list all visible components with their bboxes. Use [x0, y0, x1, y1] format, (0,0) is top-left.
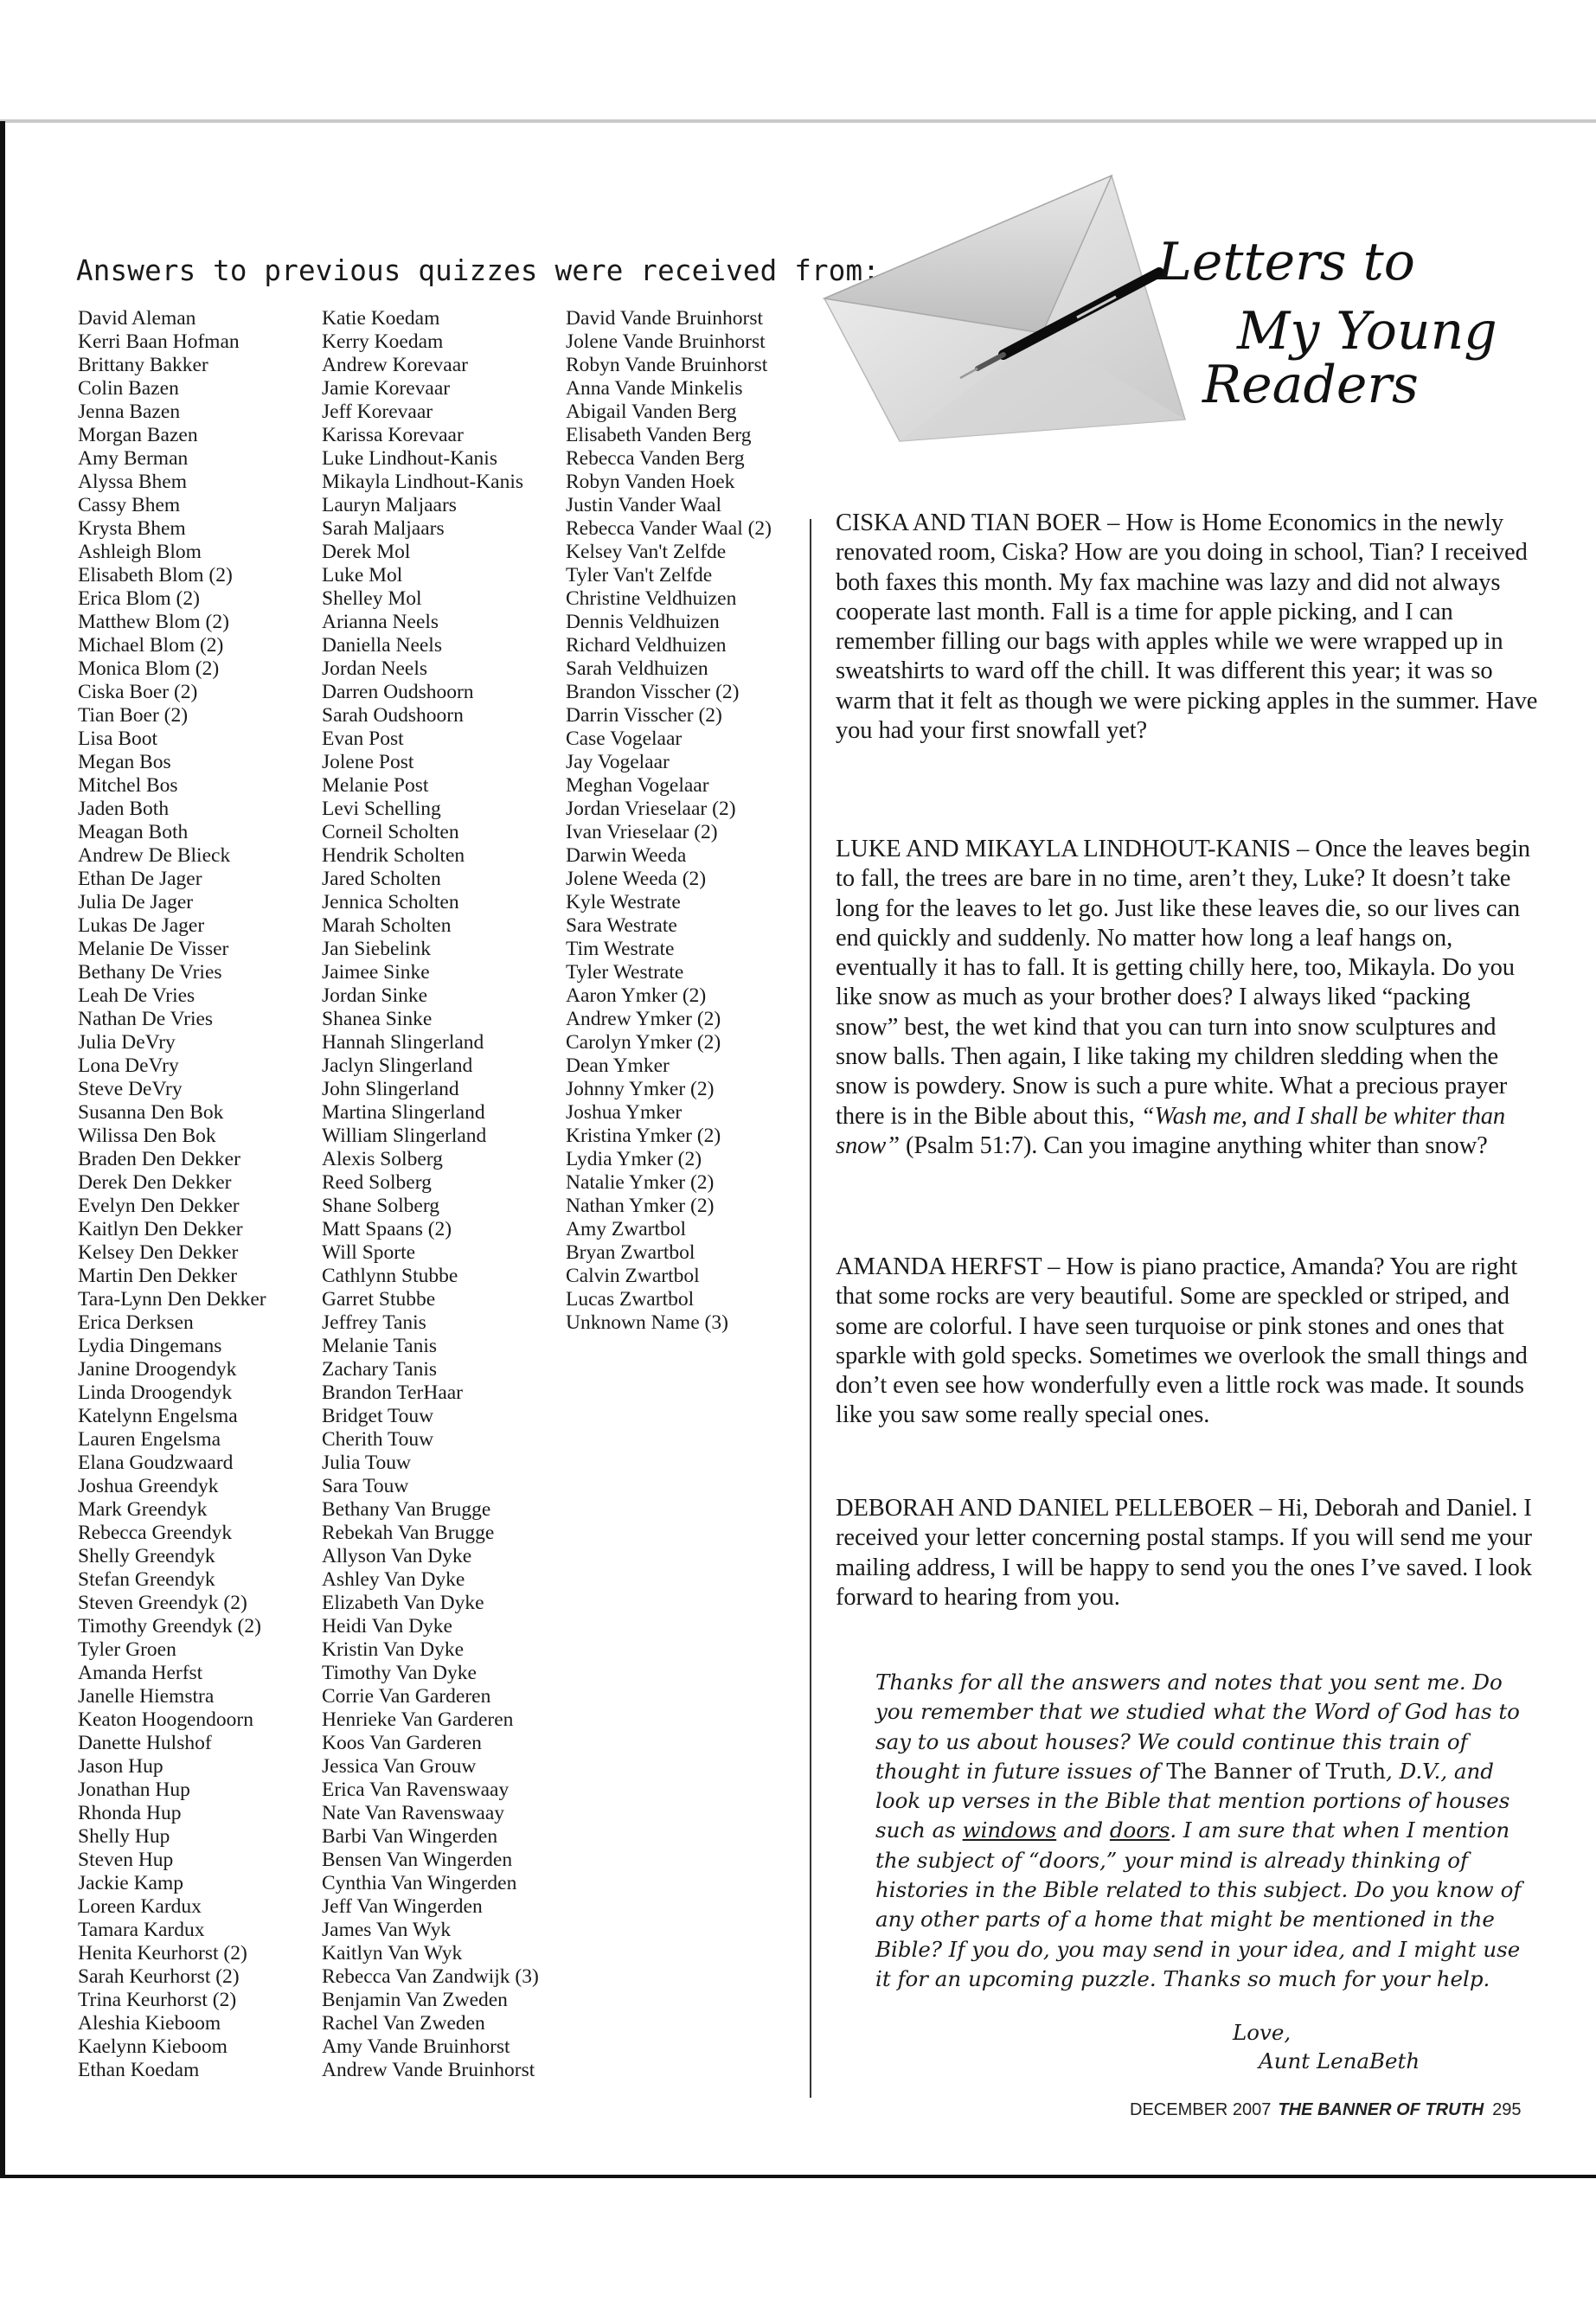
name-entry: Kaitlyn Den Dekker: [78, 1218, 243, 1240]
letter-recipient: CISKA AND TIAN BOER: [836, 510, 1102, 536]
name-entry: Aleshia Kieboom: [78, 2012, 221, 2035]
name-entry: Ashley Van Dyke: [322, 1568, 465, 1591]
letter-boer: [836, 509, 1538, 746]
name-entry: Nathan De Vries: [78, 1008, 214, 1030]
name-entry: Lauren Engelsma: [78, 1428, 221, 1451]
name-entry: Sara Westrate: [566, 914, 677, 937]
letter-herfst: [836, 1253, 1538, 1431]
name-entry: Brittany Bakker: [78, 354, 208, 376]
name-entry: Alyssa Bhem: [78, 471, 187, 493]
name-entry: Janine Droogendyk: [78, 1358, 237, 1381]
name-entry: Jan Siebelink: [322, 938, 431, 960]
name-entry: Benjamin Van Zweden: [322, 1989, 508, 2011]
name-entry: Derek Den Dekker: [78, 1171, 232, 1194]
name-entry: Martina Slingerland: [322, 1101, 485, 1124]
names-column-2: [322, 307, 555, 2082]
name-entry: Andrew Vande Bruinhorst: [322, 2059, 535, 2081]
name-entry: Sarah Veldhuizen: [566, 657, 708, 680]
name-entry: Rebecca Vanden Berg: [566, 447, 745, 470]
name-entry: Hannah Slingerland: [322, 1031, 484, 1054]
name-entry: Jackie Kamp: [78, 1872, 184, 1894]
name-entry: Jaimee Sinke: [322, 961, 430, 984]
name-entry: Reed Solberg: [322, 1171, 432, 1194]
name-entry: Will Sporte: [322, 1241, 416, 1264]
name-entry: Tyler Westrate: [566, 961, 684, 984]
name-entry: Ashleigh Blom: [78, 541, 202, 563]
name-entry: Meagan Both: [78, 821, 189, 843]
name-entry: Loreen Kardux: [78, 1895, 202, 1918]
name-entry: Melanie De Visser: [78, 938, 229, 960]
name-entry: Luke Lindhout-Kanis: [322, 447, 497, 470]
name-entry: Jessica Van Grouw: [322, 1755, 477, 1778]
name-entry: Cassy Bhem: [78, 494, 181, 516]
name-entry: Evelyn Den Dekker: [78, 1195, 240, 1217]
name-entry: Anna Vande Minkelis: [566, 377, 743, 400]
name-entry: Heidi Van Dyke: [322, 1615, 452, 1638]
name-entry: Christine Veldhuizen: [566, 587, 737, 610]
name-entry: Andrew Ymker (2): [566, 1008, 721, 1030]
name-entry: Corneil Scholten: [322, 821, 459, 843]
name-entry: Marah Scholten: [322, 914, 452, 937]
name-entry: Rebecca Van Zandwijk (3): [322, 1965, 539, 1988]
name-entry: Lydia Ymker (2): [566, 1148, 702, 1170]
name-entry: Richard Veldhuizen: [566, 634, 727, 657]
name-entry: Calvin Zwartbol: [566, 1265, 700, 1287]
name-entry: Dean Ymker: [566, 1054, 670, 1077]
name-entry: Jenna Bazen: [78, 401, 181, 423]
name-entry: Bridget Touw: [322, 1405, 434, 1427]
name-entry: Levi Schelling: [322, 798, 441, 820]
closing-note: [875, 1668, 1542, 1994]
name-entry: Rebekah Van Brugge: [322, 1522, 495, 1544]
name-entry: Jared Scholten: [322, 868, 441, 890]
name-entry: Jolene Post: [322, 751, 414, 773]
name-entry: Daniella Neels: [322, 634, 442, 657]
name-entry: Mark Greendyk: [78, 1498, 208, 1521]
name-entry: Shane Solberg: [322, 1195, 439, 1217]
name-entry: Jolene Weeda (2): [566, 868, 707, 890]
scripture-quote: “Wash me, and I shall be whiter than snow”: [836, 1102, 1506, 1159]
name-entry: Rebecca Vander Waal (2): [566, 517, 772, 540]
name-entry: Jaden Both: [78, 798, 170, 820]
name-entry: Braden Den Dekker: [78, 1148, 240, 1170]
name-entry: Carolyn Ymker (2): [566, 1031, 721, 1054]
name-entry: Katie Koedam: [322, 307, 440, 330]
page-edge: [0, 121, 5, 2176]
name-entry: Johnny Ymker (2): [566, 1078, 715, 1100]
letter-recipient: DEBORAH AND DANIEL PELLEBOER: [836, 1495, 1253, 1522]
name-entry: Shelly Hup: [78, 1825, 170, 1848]
name-entry: Amy Zwartbol: [566, 1218, 687, 1240]
name-entry: Katelynn Engelsma: [78, 1405, 238, 1427]
name-entry: Sarah Keurhorst (2): [78, 1965, 240, 1988]
name-entry: Jordan Neels: [322, 657, 428, 680]
signature: Aunt LenaBeth: [1259, 2048, 1420, 2073]
name-entry: Evan Post: [322, 727, 404, 750]
name-entry: Joshua Greendyk: [78, 1475, 219, 1497]
name-entry: Shanea Sinke: [322, 1008, 433, 1030]
name-entry: Hendrik Scholten: [322, 844, 465, 867]
closing-text: and: [1056, 1817, 1110, 1843]
name-entry: Tyler Van't Zelfde: [566, 564, 713, 586]
name-entry: Ethan Koedam: [78, 2059, 200, 2081]
name-entry: Rebecca Greendyk: [78, 1522, 233, 1544]
name-entry: Bethany Van Brugge: [322, 1498, 491, 1521]
name-entry: Unknown Name (3): [566, 1311, 728, 1334]
name-entry: Nathan Ymker (2): [566, 1195, 715, 1217]
name-entry: Steven Hup: [78, 1849, 174, 1871]
name-entry: Kaelynn Kieboom: [78, 2035, 228, 2058]
name-entry: Steve DeVry: [78, 1078, 183, 1100]
envelope-pen-illustration: [817, 169, 1198, 454]
names-column-3: [566, 307, 808, 1335]
name-entry: Arianna Neels: [322, 611, 439, 633]
name-entry: Steven Greendyk (2): [78, 1592, 247, 1614]
underlined-word-windows: windows: [962, 1817, 1057, 1843]
name-entry: John Slingerland: [322, 1078, 459, 1100]
name-entry: Justin Vander Waal: [566, 494, 721, 516]
name-entry: Barbi Van Wingerden: [322, 1825, 498, 1848]
letter-body: – Hi, Deborah and Daniel. I received your letter concerning postal stamps. If you will send me your mailing address, I will be happy to send you the ones I’ve saved. I look forward to hearing from you.: [836, 1495, 1532, 1611]
name-entry: Jay Vogelaar: [566, 751, 670, 773]
name-entry: Megan Bos: [78, 751, 171, 773]
name-entry: Andrew Korevaar: [322, 354, 468, 376]
name-entry: Ivan Vrieselaar (2): [566, 821, 718, 843]
page-number: 295: [1492, 2100, 1522, 2119]
name-entry: Melanie Post: [322, 774, 429, 797]
name-entry: Andrew De Blieck: [78, 844, 231, 867]
bottom-rule: [0, 2175, 1596, 2178]
name-entry: Keaton Hoogendoorn: [78, 1708, 253, 1731]
name-entry: Cathlynn Stubbe: [322, 1265, 458, 1287]
letter-body: – How is Home Economics in the newly renovated room, Ciska? How are you doing in school, Tian? I received both faxes this month. My fax machine was lazy and did not always cooperate last month. Fall is a time for apple picking, and I can remember filling our bags with apples while we were wrapped up in sweatshirts to ward off the chill. It was different this year; it was so warm that it felt as though we were picking apples in the summer. Have you had your first snowfall yet?: [836, 510, 1538, 745]
name-entry: Amanda Herfst: [78, 1662, 203, 1684]
name-entry: Erica Derksen: [78, 1311, 194, 1334]
name-entry: Bethany De Vries: [78, 961, 222, 984]
names-column-1: [78, 307, 311, 2082]
signoff-love: Love,: [1233, 2020, 1292, 2045]
name-entry: Timothy Van Dyke: [322, 1662, 477, 1684]
name-entry: Aaron Ymker (2): [566, 984, 707, 1007]
name-entry: Kaitlyn Van Wyk: [322, 1942, 463, 1965]
name-entry: Elizabeth Van Dyke: [322, 1592, 484, 1614]
name-entry: Darrin Visscher (2): [566, 704, 722, 727]
name-entry: Meghan Vogelaar: [566, 774, 709, 797]
name-entry: Jeffrey Tanis: [322, 1311, 426, 1334]
name-entry: Martin Den Dekker: [78, 1265, 238, 1287]
name-entry: Koos Van Garderen: [322, 1732, 482, 1754]
name-entry: Sarah Oudshoorn: [322, 704, 464, 727]
name-entry: Linda Droogendyk: [78, 1381, 233, 1404]
name-entry: Matthew Blom (2): [78, 611, 229, 633]
name-entry: Monica Blom (2): [78, 657, 220, 680]
name-entry: Tara-Lynn Den Dekker: [78, 1288, 266, 1311]
name-entry: Henita Keurhorst (2): [78, 1942, 247, 1965]
name-entry: Mikayla Lindhout-Kanis: [322, 471, 524, 493]
name-entry: Lona DeVry: [78, 1054, 179, 1077]
name-entry: Lucas Zwartbol: [566, 1288, 695, 1311]
name-entry: Shelley Mol: [322, 587, 422, 610]
name-entry: Jonathan Hup: [78, 1779, 190, 1801]
name-entry: Susanna Den Bok: [78, 1101, 224, 1124]
letter-lindhout-kanis: [836, 835, 1538, 1161]
name-entry: Kerry Koedam: [322, 330, 444, 353]
letter-recipient: AMANDA HERFST: [836, 1253, 1042, 1280]
name-entry: Sara Touw: [322, 1475, 409, 1497]
name-entry: Elisabeth Blom (2): [78, 564, 233, 586]
name-entry: Tian Boer (2): [78, 704, 189, 727]
name-entry: Cynthia Van Wingerden: [322, 1872, 517, 1894]
name-entry: Natalie Ymker (2): [566, 1171, 715, 1194]
name-entry: Julia DeVry: [78, 1031, 176, 1054]
name-entry: Rhonda Hup: [78, 1802, 182, 1824]
name-entry: Brandon Visscher (2): [566, 681, 740, 703]
name-entry: Alexis Solberg: [322, 1148, 443, 1170]
name-entry: Tim Westrate: [566, 938, 675, 960]
name-entry: Bryan Zwartbol: [566, 1241, 695, 1264]
name-entry: Karissa Korevaar: [322, 424, 464, 446]
letter-body: – Once the leaves begin to fall, the trees are bare in no time, aren’t they, Luke? It doesn’t take long for the leaves to let go. Just like these leaves die, so our lives can end quickly and suddenly. No matter how long a leaf hangs on, eventually it has to fall. It is getting chilly here, too, Mikayla. Do you like snow as much as your brother does? I always liked “packing snow” best, the wet kind that you can turn into snow sculptures and snow balls. Then again, I like taking my children sledding when the snow is powdery. Snow is such a pure white. What a precious prayer there is in the Bible about this,: [836, 836, 1530, 1130]
name-entry: Luke Mol: [322, 564, 403, 586]
name-entry: Kyle Westrate: [566, 891, 681, 913]
name-entry: Bensen Van Wingerden: [322, 1849, 513, 1871]
section-title-line-2: My Young: [1237, 301, 1497, 362]
name-entry: Lukas De Jager: [78, 914, 205, 937]
name-entry: Michael Blom (2): [78, 634, 224, 657]
letter-body: – How is piano practice, Amanda? You are right that some rocks are very beautiful. Some are speckled or striped, and some are colorful. I have seen turquoise or pink stones and ones that sparkle with gold specks. Sometimes we overlook the small things and don’t even see how wonderfully even a little rock was made. It sounds like you saw some really special ones.: [836, 1253, 1528, 1429]
name-entry: Garret Stubbe: [322, 1288, 436, 1311]
name-entry: Robyn Vanden Hoek: [566, 471, 735, 493]
name-entry: Rachel Van Zweden: [322, 2012, 485, 2035]
closing-text: . I am sure that when I mention the subject of “doors,” your mind is already thinking of histories in the Bible related to this subject. Do you know of any other parts of a home that might be mentioned in the Bible? If you do, you may send in your idea, and I might use it for an upcoming puzzle. Thanks so much for your help.: [875, 1817, 1522, 1991]
name-entry: Joshua Ymker: [566, 1101, 683, 1124]
quiz-heading: Answers to previous quizzes were received from:: [76, 254, 881, 287]
name-entry: Jamie Korevaar: [322, 377, 451, 400]
name-entry: Trina Keurhorst (2): [78, 1989, 237, 2011]
name-entry: Case Vogelaar: [566, 727, 683, 750]
name-entry: Zachary Tanis: [322, 1358, 437, 1381]
name-entry: Jordan Vrieselaar (2): [566, 798, 736, 820]
name-entry: Cherith Touw: [322, 1428, 434, 1451]
name-entry: Tamara Kardux: [78, 1919, 205, 1941]
name-entry: Elana Goudzwaard: [78, 1452, 234, 1474]
name-entry: Sarah Maljaars: [322, 517, 445, 540]
name-entry: Ethan De Jager: [78, 868, 202, 890]
name-entry: Erica Van Ravenswaay: [322, 1779, 510, 1801]
name-entry: Kelsey Den Dekker: [78, 1241, 239, 1264]
name-entry: Mitchel Bos: [78, 774, 178, 797]
name-entry: Julia Touw: [322, 1452, 412, 1474]
name-entry: Melanie Tanis: [322, 1335, 438, 1357]
name-entry: Dennis Veldhuizen: [566, 611, 720, 633]
name-entry: Jeff Van Wingerden: [322, 1895, 483, 1918]
name-entry: Lisa Boot: [78, 727, 158, 750]
section-title-line-3: Readers: [1202, 355, 1419, 415]
name-entry: Danette Hulshof: [78, 1732, 212, 1754]
section-title-line-1: Letters to: [1157, 232, 1415, 292]
name-entry: Timothy Greendyk (2): [78, 1615, 261, 1638]
name-entry: Lydia Dingemans: [78, 1335, 222, 1357]
name-entry: Amy Berman: [78, 447, 189, 470]
top-rule: [0, 119, 1596, 123]
name-entry: Derek Mol: [322, 541, 411, 563]
name-entry: Ciska Boer (2): [78, 681, 198, 703]
name-entry: Colin Bazen: [78, 377, 179, 400]
name-entry: Leah De Vries: [78, 984, 195, 1007]
name-entry: Abigail Vanden Berg: [566, 401, 737, 423]
name-entry: Kristina Ymker (2): [566, 1125, 721, 1147]
magazine-name: The Banner of Truth: [1166, 1758, 1386, 1784]
name-entry: Jeff Korevaar: [322, 401, 433, 423]
closing-text: Thanks for all the answers and notes that you sent me. Do you remember that we studied what the Word of God has to say to us about houses? We could continue this train of thought in future issues of: [875, 1670, 1520, 1784]
name-entry: Jennica Scholten: [322, 891, 459, 913]
name-entry: Lauryn Maljaars: [322, 494, 457, 516]
name-entry: Henrieke Van Garderen: [322, 1708, 514, 1731]
name-entry: Julia De Jager: [78, 891, 194, 913]
name-entry: Jason Hup: [78, 1755, 163, 1778]
name-entry: Robyn Vande Bruinhorst: [566, 354, 768, 376]
name-entry: Kristin Van Dyke: [322, 1638, 465, 1661]
letter-body: (Psalm 51:7). Can you imagine anything whiter than snow?: [899, 1131, 1488, 1159]
name-entry: Darwin Weeda: [566, 844, 687, 867]
name-entry: Janelle Hiemstra: [78, 1685, 215, 1708]
name-entry: Shelly Greendyk: [78, 1545, 215, 1567]
name-entry: Tyler Groen: [78, 1638, 176, 1661]
name-entry: William Slingerland: [322, 1125, 487, 1147]
underlined-word-doors: doors: [1109, 1817, 1170, 1843]
name-entry: Darren Oudshoorn: [322, 681, 474, 703]
name-entry: Morgan Bazen: [78, 424, 198, 446]
name-entry: Matt Spaans (2): [322, 1218, 452, 1240]
closing-text: , D.V., and look up verses in the Bible that mention portions of houses such as: [875, 1758, 1510, 1843]
footer-magazine: THE BANNER OF TRUTH: [1278, 2100, 1484, 2119]
column-divider: [810, 519, 811, 2098]
name-entry: Jordan Sinke: [322, 984, 428, 1007]
name-entry: David Vande Bruinhorst: [566, 307, 764, 330]
letter-pelleboer: [836, 1494, 1538, 1612]
name-entry: David Aleman: [78, 307, 196, 330]
name-entry: James Van Wyk: [322, 1919, 452, 1941]
footer-issue: DECEMBER 2007: [1130, 2100, 1272, 2119]
name-entry: Jaclyn Slingerland: [322, 1054, 473, 1077]
name-entry: Amy Vande Bruinhorst: [322, 2035, 510, 2058]
name-entry: Stefan Greendyk: [78, 1568, 215, 1591]
name-entry: Erica Blom (2): [78, 587, 200, 610]
name-entry: Nate Van Ravenswaay: [322, 1802, 504, 1824]
letter-recipient: LUKE AND MIKAYLA LINDHOUT-KANIS: [836, 836, 1291, 862]
name-entry: Kelsey Van't Zelfde: [566, 541, 727, 563]
name-entry: Kerri Baan Hofman: [78, 330, 240, 353]
name-entry: Brandon TerHaar: [322, 1381, 464, 1404]
name-entry: Allyson Van Dyke: [322, 1545, 472, 1567]
name-entry: Krysta Bhem: [78, 517, 186, 540]
name-entry: Corrie Van Garderen: [322, 1685, 491, 1708]
name-entry: Wilissa Den Bok: [78, 1125, 216, 1147]
page-footer: [1130, 2100, 1522, 2120]
name-entry: Jolene Vande Bruinhorst: [566, 330, 766, 353]
name-entry: Elisabeth Vanden Berg: [566, 424, 752, 446]
